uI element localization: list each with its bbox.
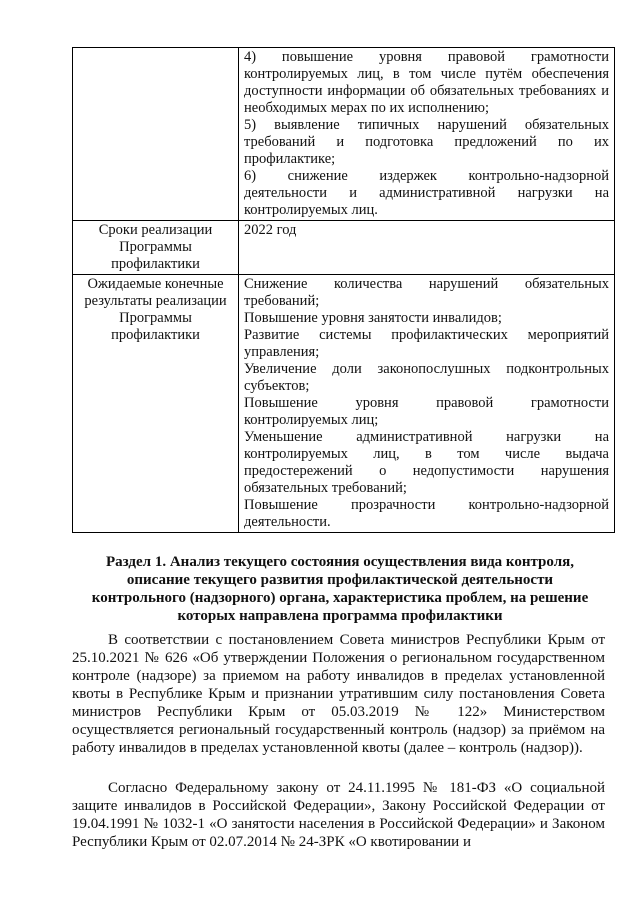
row-content [239, 221, 615, 275]
content-line: Уменьшение административной нагрузки на контролируемых лиц, в том числе выдача предостережений о недопустимости нарушения обязательных требований; [244, 429, 609, 496]
content-line: 6) снижение издержек контрольно-надзорной деятельности и административной нагрузки на контролируемых лиц. [244, 168, 609, 218]
program-table [72, 47, 615, 533]
content-line: Снижение количества нарушений обязательных требований; [244, 276, 609, 309]
row-label: Сроки реализации Программы профилактики [73, 221, 239, 275]
row-label [73, 48, 239, 221]
content-line: Повышение прозрачности контрольно-надзорной деятельности. [244, 497, 609, 530]
table-row [73, 48, 615, 221]
content-line: 2022 год [244, 222, 297, 238]
content-line: 4) повышение уровня правовой грамотности контролируемых лиц, в том числе путём обеспечения доступности информации об обязательных требованиях и необходимых мерах по их исполнению; [244, 49, 609, 116]
content-line: Развитие системы профилактических мероприятий управления; [244, 327, 609, 360]
content-line: Увеличение доли законопослушных подконтрольных субъектов; [244, 361, 609, 394]
table-row [73, 221, 615, 275]
content-line: Повышение уровня занятости инвалидов; [244, 310, 502, 326]
section-heading: Раздел 1. Анализ текущего состояния осуществления вида контроля, описание текущего развития профилактической деятельности контрольного (надзорного) органа, характеристика проблем, на решение которых направлена программа профилактики [91, 554, 589, 624]
body-paragraph: В соответствии с постановлением Совета министров Республики Крым от 25.10.2021 № 626 «Об утверждении Положения о региональном государственном контроле (надзоре) за приемом на работу инвалидов в пределах установленной квоты в Республике Крым и признании утратившим силу постановления Совета министров Республики Крым от 05.03.2019 № 122» Министерством осуществляется региональный государственный контроль (надзор) за приёмом на работу инвалидов в пределах установленной квоты (далее – контроль (надзор)). [72, 632, 605, 756]
row-content [239, 48, 615, 221]
row-content [239, 275, 615, 533]
table-row [73, 275, 615, 533]
body-paragraph: Согласно Федеральному закону от 24.11.1995 № 181-ФЗ «О социальной защите инвалидов в Российской Федерации», Закону Российской Федерации от 19.04.1991 № 1032-1 «О занятости населения в Российской Федерации» и Законом Республики Крым от 02.07.2014 № 24-ЗРК «О квотировании и [72, 780, 605, 850]
content-line: 5) выявление типичных нарушений обязательных требований и подготовка предложений по их профилактике; [244, 117, 609, 167]
content-line: Повышение уровня правовой грамотности контролируемых лиц; [244, 395, 609, 428]
row-label: Ожидаемые конечные результаты реализации Программы профилактики [73, 275, 239, 533]
